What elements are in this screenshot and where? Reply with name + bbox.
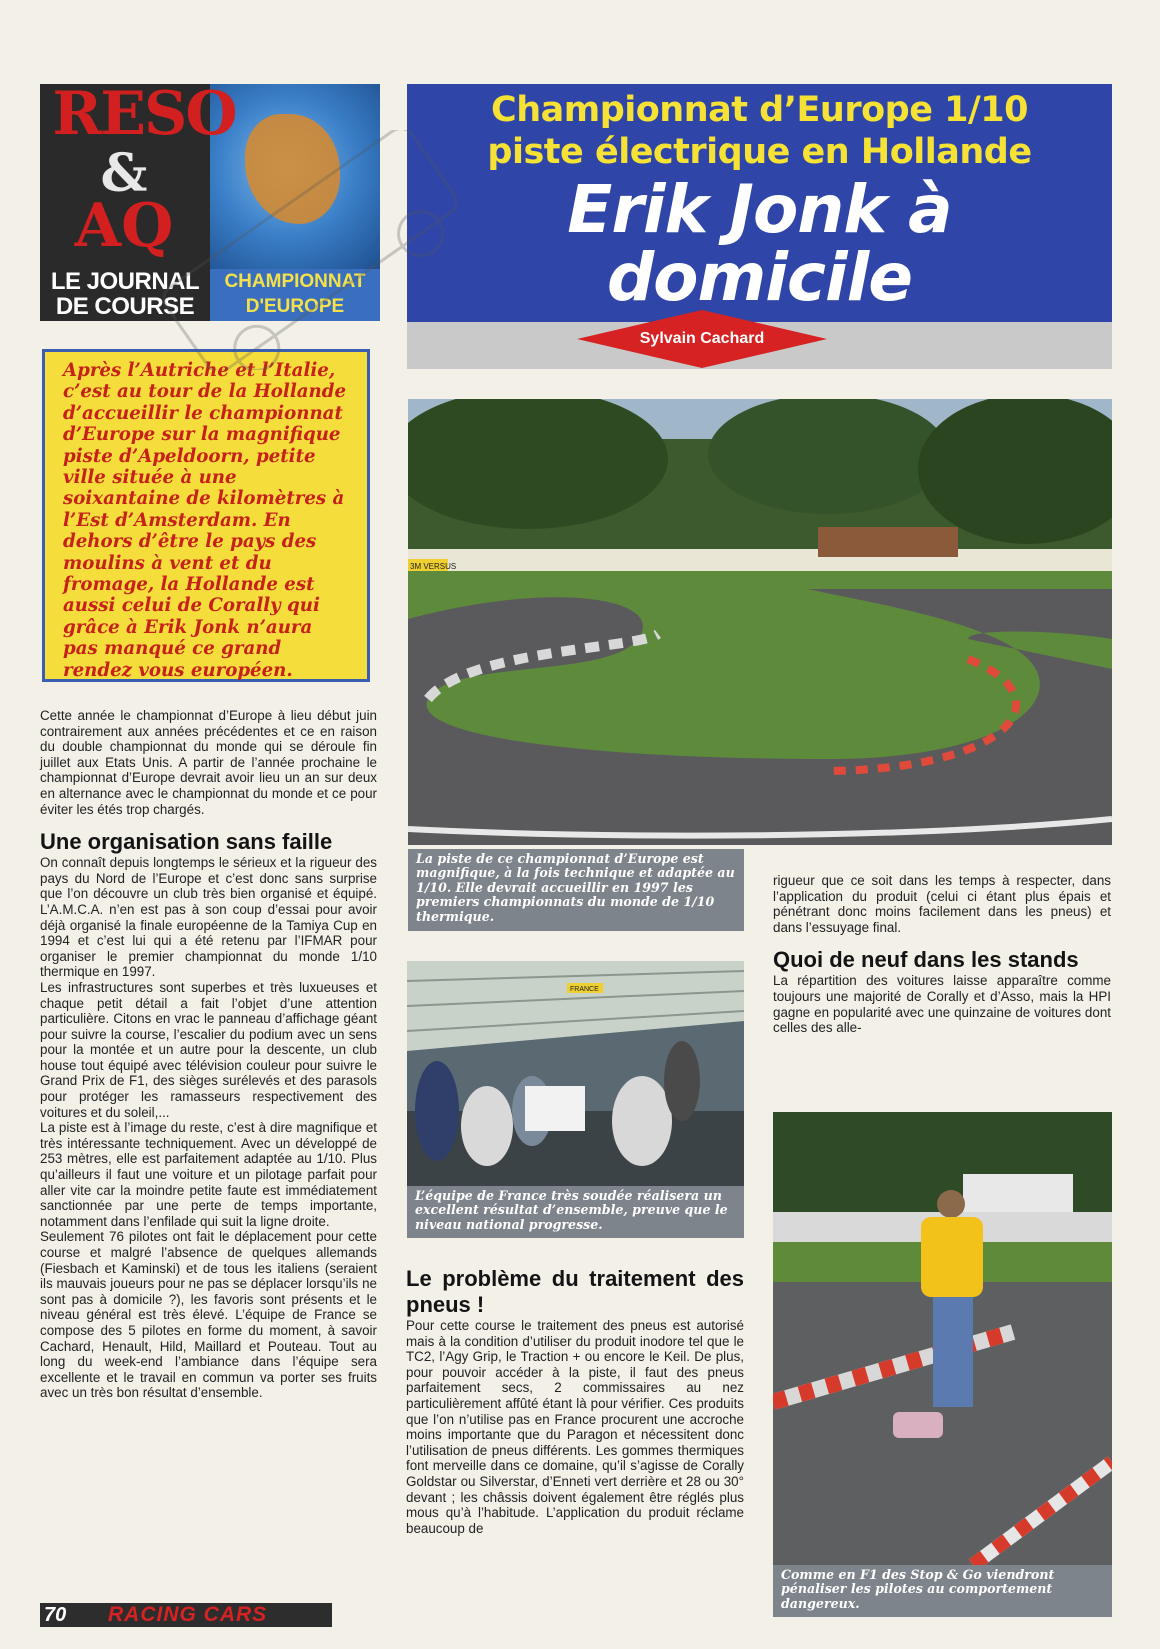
logo-aq: AQ [74,191,174,261]
pilot-photo [773,1112,1112,1565]
headline-line-2: domicile [606,239,913,316]
subhead-organisation: Une organisation sans faille [40,829,333,855]
subhead-pneus: Le problème du traitement des pneus ! [406,1266,744,1317]
magazine-name: RACING CARS [108,1603,268,1626]
col1-paragraph-5: Seulement 76 pilotes ont fait le déplacement pour cette course et malgré l’absence de quelques allemands (Fiesbach et Kaminski) et de tous les italiens (seraient ils mauvais joueurs pour ne pas se déplacer lorsqu’ils ne sont pas à domicile ?), les favoris sont présents et le niveau général est très élevé. L’équipe de France se compose des 5 pilotes en forme du moment, à savoir Cachard, Henault, Hild, Maillard et Pouteau. Tout au long du week-end l’ambiance dans l’équipe sera excellente et le travail en commun va porter ses fruits avec un très bon résultat d’ensemble. [40,1229,377,1401]
journal-line-2: DE COURSE [55,293,195,320]
headline-line-1: Erik Jonk à [567,171,952,248]
intro-box [42,349,370,682]
caption-pilot: Comme en F1 des Stop & Go viendront pénaliser les pilotes au comportement dangereux. [773,1565,1112,1617]
track-photo-art [408,399,1112,845]
track-photo [408,399,1112,845]
team-photo [407,961,744,1186]
champ-line-1: CHAMPIONNAT [224,271,366,292]
col1-paragraph-4: La piste est à l’image du reste, c’est à dire magnifique et très intéressante techniquement. Avec un développé de 253 mètres, elle est parfaitement adaptée au 1/10. Plus qu’ailleurs il faut une voiture et un pilotage parfait pour aller vite car la moindre petite faute est immédiatement sanctionnée par une perte de temps importante, notamment dans l’enfilade qui suit la ligne droite. [40,1120,377,1229]
col1-paragraph-2: On connaît depuis longtemps le sérieux et la rigueur des pays du Nord de l’Europe et c’est donc sans surprise que l’on découvre un club très bien organisé et équipé. L’A.M.C.A. n’en est pas à son coup d’essai pour avoir déjà organisé la finale européenne de la Tamiya Cup en 1994 et c’est lui qui a été retenu par l’IFMAR pour organiser le premier championnat du monde 1/10 thermique en 1997. [40,855,377,980]
title-banner [407,84,1112,369]
logo-championnat-label [210,269,380,321]
caption-track: La piste de ce championnat d’Europe est magnifique, à la fois technique et adaptée au 1/10. Elle devrait accueillir en 1997 les premiers championnats du monde de 1/10 thermique. [408,849,744,931]
subhead-stands: Quoi de neuf dans les stands [773,947,1079,973]
kicker-line-1: Championnat d’Europe 1/10 [491,90,1028,130]
byline: Sylvain Cachard [639,330,765,347]
col2-paragraph-1: Pour cette course le traitement des pneus est autorisé mais à la condition d’utiliser du produit inodore tel que le TC2, l’Agy Grip, le Traction + ou encore le Keil. De plus, pour pouvoir accéder à la piste, il faut des pneus parfaitement secs, 2 commissaires au nez particulièrement affûté étant là pour vérifier. Ces produits que l’on n’utilise pas en France procurent une accroche moins importante que du Paragon et nécessitent donc l’utilisation de pneus différents. Les gommes thermiques font merveille dans ce domaine, qu’il s’agisse de Corally Goldstar ou Silverstar, d’Enneti vert derrière et 28 ou 30° devant ; les châssis doivent également être réglés plus mous qu’à l’habitude. L’application du produit réclame beaucoup de [406,1318,744,1536]
team-photo-art [407,961,744,1186]
pilot-photo-art [773,1112,1112,1565]
byline-badge [577,310,827,368]
logo-journal-label [40,269,210,321]
champ-line-2: D'EUROPE [245,296,345,317]
sign-text: 3M VERSUS [410,562,457,571]
section-logo [40,79,380,321]
page-number: 70 [44,1604,67,1626]
logo-reso: RESO [52,79,236,149]
article-column-1 [40,708,377,1401]
kicker-line-2: piste électrique en Hollande [487,132,1032,172]
caption-team: L’équipe de France très soudée réalisera un excellent résultat d’ensemble, preuve que le niveau national progresse. [407,1186,744,1238]
col1-paragraph-1: Cette année le championnat d’Europe à lieu début juin contrairement aux années précédentes et ce en raison du double championnat du monde qui se déroule fin juillet aux Etats Unis. A partir de l’année prochaine le championnat d’Europe devrait avoir lieu un an sur deux en alternance avec le championnat du monde et ce pour éviter les étés trop chargés. [40,708,377,817]
article-column-3 [773,873,1111,1036]
article-column-2 [406,1266,744,1536]
intro-text: Après l’Autriche et l’Italie, c’est au tour de la Hollande d’accueillir le championnat d’Europe sur la magnifique piste d’Apeldoorn, petite ville située à une soixantaine de kilomètres à l’Est d’Amsterdam. En dehors d’être le pays des moulins à vent et du fromage, la Hollande est aussi celui de Corally qui grâce à Erik Jonk n’aura pas manqué ce grand rendez vous européen. [63,360,347,681]
journal-line-1: LE JOURNAL [50,268,200,295]
col1-paragraph-3: Les infrastructures sont superbes et très luxueuses et chaque petit détail a fait l’objet d’une attention particulière. Citons en vrac le panneau d’affichage géant pour suivre la course, l’escalier du podium avec un sens pour la montée et un autre pour la descente, un club house tout équipé avec télévision couleur pour suivre le Grand Prix de F1, des sièges surélevés et des parasols pour protéger les ramasseurs respectivement des voitures et du soleil,... [40,979,377,1120]
col3-paragraph-2: La répartition des voitures laisse apparaître comme toujours une majorité de Corally et d’Asso, mais la HPI gagne en popularité avec une quinzaine de voitures dont celles des alle- [773,973,1111,1036]
col3-paragraph-1: rigueur que ce soit dans les temps à respecter, dans l’application du produit (celui ci étant plus épais et pénétrant donc moins facilement dans les pneus) et dans l’essuyage final. [773,873,1111,935]
team-sign-text: FRANCE [570,986,599,993]
page-footer [40,1603,332,1627]
logo-ampersand: & [100,143,148,204]
